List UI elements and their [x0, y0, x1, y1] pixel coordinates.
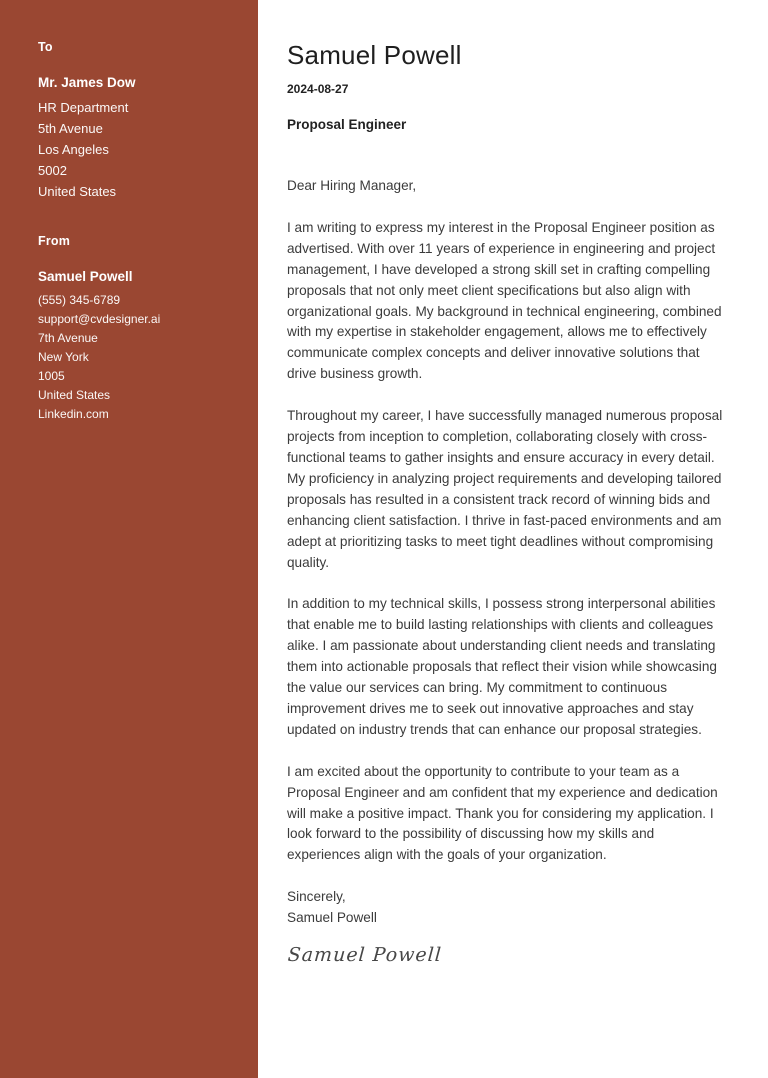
letter-date: 2024-08-27: [287, 82, 349, 96]
recipient-name: Mr. James Dow: [38, 75, 136, 90]
recipient-street: 5th Avenue: [38, 121, 103, 136]
sender-zip: 1005: [38, 369, 65, 383]
recipient-section: [38, 40, 240, 202]
recipient-city: Los Angeles: [38, 142, 109, 157]
letter-job-title: Proposal Engineer: [287, 117, 407, 132]
sender-linkedin: Linkedin.com: [38, 407, 109, 421]
sender-email: support@cvdesigner.ai: [38, 312, 161, 326]
sender-name: Samuel Powell: [38, 269, 133, 284]
recipient-department: HR Department: [38, 100, 129, 115]
from-label: From: [38, 234, 71, 248]
sender-section: [38, 234, 240, 424]
sender-phone: (555) 345-6789: [38, 293, 121, 307]
letter-content: [258, 0, 768, 1078]
salutation: Dear Hiring Manager,: [287, 178, 417, 193]
recipient-zip: 5002: [38, 163, 67, 178]
letter-paragraph: In addition to my technical skills, I possess strong interpersonal abilities that enable me to build lasting relationships with clients and colleagues alike. I am passionate about understanding client needs and translating them into actionable proposals that reflect their vision while showcasing the value our services can bring. My commitment to continuous improvement drives me to seek out innovative approaches and stay updated on industry trends that can enhance our proposal strategies.: [287, 596, 717, 737]
sender-street: 7th Avenue: [38, 331, 98, 345]
handwritten-signature: Samuel Powell: [286, 944, 443, 967]
closing-word: Sincerely,: [287, 889, 346, 905]
sender-country: United States: [38, 388, 111, 402]
sidebar: [0, 0, 258, 1078]
letter-paragraph: I am writing to express my interest in the Proposal Engineer position as advertised. With over 11 years of experience in engineering and project management, I have developed a strong skill set in crafting compelling proposals that not only meet client specifications but also align with organizational goals. My background in technical engineering, combined with my expertise in stakeholder engagement, allows me to effectively communicate complex concepts and deliver innovative solutions that drive business growth.: [287, 219, 722, 382]
letter-paragraph: Throughout my career, I have successfully managed numerous proposal projects from inception to completion, collaborating closely with cross-functional teams to gather insights and ensure accuracy in every detail. My proficiency in analyzing project requirements and developing tailored proposals has resulted in a consistent track record of winning bids and enhancing client satisfaction. I thrive in fast-paced environments and am adept at prioritizing tasks to meet tight deadlines without compromising quality.: [287, 408, 723, 570]
closing-block: [287, 887, 728, 929]
letter-paragraph: I am excited about the opportunity to contribute to your team as a Proposal Engineer and am confident that my experience and dedication will make a positive impact. Thank you for considering my application. I look forward to the possibility of discussing how my skills and experiences align with the goals of your organization.: [287, 763, 718, 863]
recipient-country: United States: [38, 184, 117, 199]
sender-city: New York: [38, 350, 89, 364]
closing-name: Samuel Powell: [287, 910, 377, 926]
letter-author-name: Samuel Powell: [287, 40, 462, 70]
to-label: To: [38, 40, 53, 54]
letter-body: [287, 176, 728, 966]
